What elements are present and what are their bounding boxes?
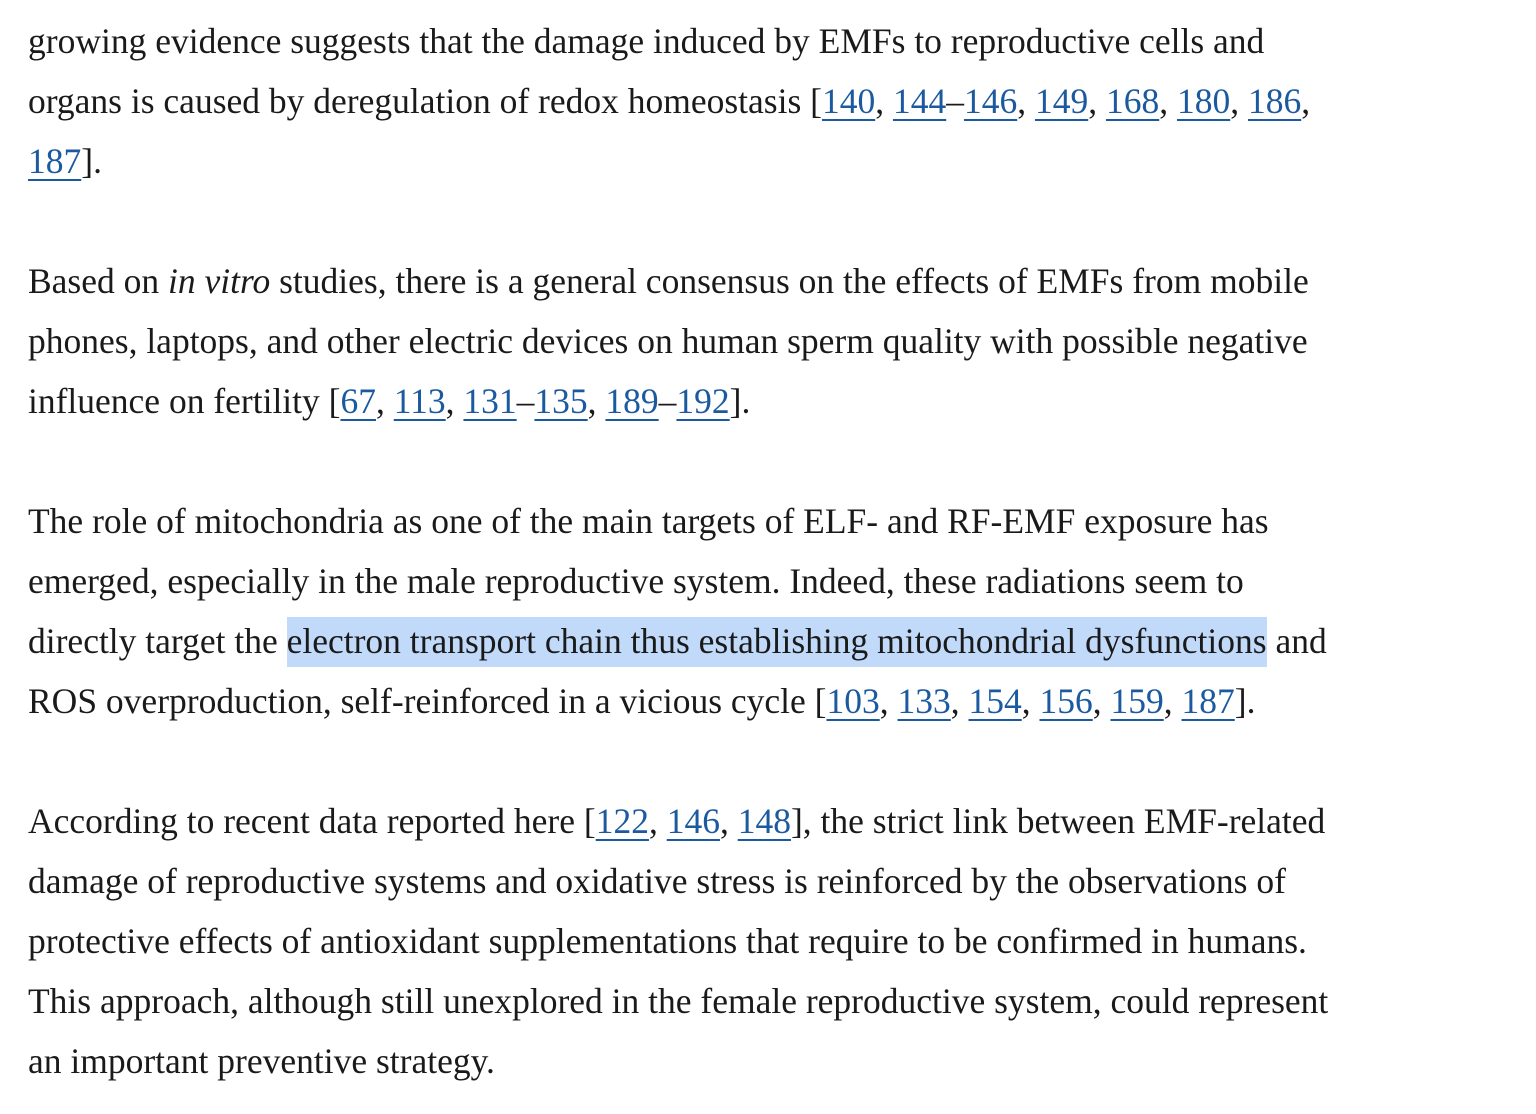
citation-link[interactable]: 159 xyxy=(1110,681,1164,721)
citation-link[interactable]: 154 xyxy=(968,681,1022,721)
citation-link[interactable]: 122 xyxy=(595,801,649,841)
citation-link[interactable]: 103 xyxy=(826,681,880,721)
citation-link[interactable]: 146 xyxy=(963,81,1018,121)
emphasis-text: in vitro xyxy=(168,261,271,301)
citation-link[interactable]: 133 xyxy=(897,681,951,721)
text-segment: ], the strict link between EMF-related xyxy=(790,801,1326,841)
citation-link[interactable]: 67 xyxy=(340,381,376,421)
citation-link[interactable]: 186 xyxy=(1247,81,1302,121)
paragraph-antioxidant xyxy=(28,791,1518,1091)
citation-link[interactable]: 180 xyxy=(1176,81,1231,121)
citation-link[interactable]: 113 xyxy=(393,381,446,421)
citation-link[interactable]: 149 xyxy=(1034,81,1089,121)
text-segment: directly target the xyxy=(28,621,287,661)
text-segment: organs is caused by deregulation of redox homeostasis [ xyxy=(28,81,822,121)
text-line: an important preventive strategy. xyxy=(28,1041,495,1081)
text-segment: ROS overproduction, self-reinforced in a vicious cycle [ xyxy=(28,681,827,721)
citation-link[interactable]: 146 xyxy=(666,801,720,841)
paragraph-in-vitro xyxy=(28,251,1518,431)
text-segment: According to recent data reported here [ xyxy=(28,801,596,841)
text-segment: influence on fertility [ xyxy=(28,381,341,421)
text-line: protective effects of antioxidant supplementations that require to be confirmed in humans. xyxy=(28,921,1307,961)
paragraph-mitochondria xyxy=(28,491,1518,731)
article-body xyxy=(28,11,1518,1091)
text-line: The role of mitochondria as one of the main targets of ELF- and RF-EMF exposure has xyxy=(28,501,1269,541)
citation-link[interactable]: 140 xyxy=(821,81,876,121)
citation-link[interactable]: 135 xyxy=(534,381,588,421)
text-segment: Based on xyxy=(28,261,169,301)
text-line: phones, laptops, and other electric devices on human sperm quality with possible negative xyxy=(28,321,1308,361)
text-segment: ]. xyxy=(81,141,102,181)
text-line: According to recent data reported here [122, 146, 148], the strict link between EMF-related xyxy=(28,801,1326,841)
text-segment: studies, there is a general consensus on the effects of EMFs from mobile xyxy=(270,261,1309,301)
text-line: damage of reproductive systems and oxidative stress is reinforced by the observations of xyxy=(28,861,1286,901)
text-line: This approach, although still unexplored in the female reproductive system, could represent xyxy=(28,981,1329,1021)
text-line: influence on fertility [67, 113, 131–135, 189–192]. xyxy=(28,381,751,421)
paragraph-redox xyxy=(28,11,1518,191)
citation-link[interactable]: 156 xyxy=(1039,681,1093,721)
text-line: ROS overproduction, self-reinforced in a vicious cycle [103, 133, 154, 156, 159, 187]. xyxy=(28,681,1256,721)
citation-link[interactable]: 131 xyxy=(463,381,517,421)
text-line xyxy=(28,251,1518,311)
citation-link[interactable]: 144 xyxy=(892,81,947,121)
citation-link[interactable]: 168 xyxy=(1105,81,1160,121)
citation-link[interactable]: 189 xyxy=(605,381,659,421)
citation-link[interactable]: 187 xyxy=(28,141,82,181)
text-line: growing evidence suggests that the damage induced by EMFs to reproductive cells and xyxy=(28,21,1265,61)
text-line: organs is caused by deregulation of redox homeostasis [140, 144–146, 149, 168, 180, 186, xyxy=(28,81,1311,121)
citation-link[interactable]: 192 xyxy=(676,381,730,421)
selected-text-highlight[interactable]: electron transport chain thus establishing mitochondrial dysfunctions xyxy=(287,617,1267,667)
citation-link[interactable]: 187 xyxy=(1181,681,1235,721)
text-segment: and xyxy=(1266,621,1327,661)
text-line: emerged, especially in the male reproductive system. Indeed, these radiations seem to xyxy=(28,561,1244,601)
text-segment: ]. xyxy=(1234,681,1256,721)
text-segment: ]. xyxy=(729,381,751,421)
citation-link[interactable]: 148 xyxy=(737,801,791,841)
text-line xyxy=(28,611,1518,671)
text-line xyxy=(28,131,1518,191)
